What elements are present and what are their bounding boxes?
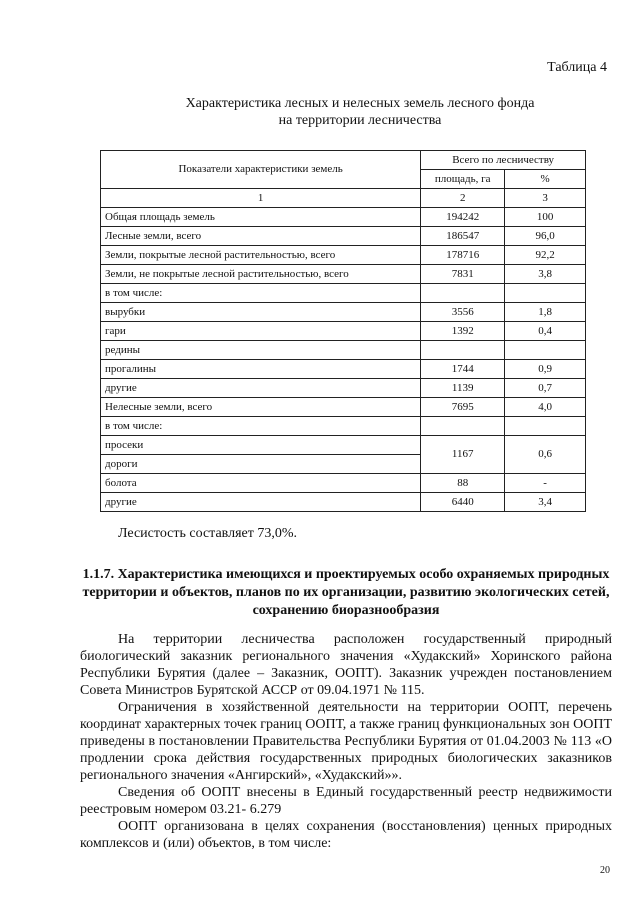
- row-percent: 92,2: [505, 246, 586, 265]
- paragraph: ООПТ организована в целях сохранения (восстановления) ценных природных комплексов и (или) объектов, в том числе:: [80, 819, 612, 851]
- table-row: [101, 227, 586, 246]
- row-label: Нелесные земли, всего: [101, 398, 421, 417]
- land-characteristics-table: [100, 150, 586, 512]
- row-label: болота: [101, 474, 421, 493]
- row-area: 88: [421, 474, 505, 493]
- table-header-row: [101, 151, 586, 170]
- row-label: другие: [101, 379, 421, 398]
- row-area: 194242: [421, 208, 505, 227]
- table-number: Таблица 4: [547, 60, 607, 75]
- row-label: прогалины: [101, 360, 421, 379]
- row-percent: 0,4: [505, 322, 586, 341]
- row-percent: 1,8: [505, 303, 586, 322]
- table-caption: [100, 95, 620, 129]
- table-caption-line2: на территории лесничества: [278, 113, 442, 128]
- table-row: [101, 493, 586, 512]
- body-text: [80, 631, 612, 852]
- row-percent: 100: [505, 208, 586, 227]
- row-label: другие: [101, 493, 421, 512]
- table-caption-line1: Характеристика лесных и нелесных земель лесного фонда: [185, 96, 535, 111]
- row-label: Земли, покрытые лесной растительностью, всего: [101, 246, 421, 265]
- paragraph: Ограничения в хозяйственной деятельности на территории ООПТ, перечень координат характерных точек границ ООПТ, а также границ функциональных зон ООПТ приведены в постановлении Правительства Республики Бурятия от 01.04.2003 № 113 «О продлении срока действия государственных природных биологических заказников регионального значения «Ангирский», «Худакский»».: [80, 700, 612, 783]
- row-area: 1139: [421, 379, 505, 398]
- column-number: 1: [101, 189, 421, 208]
- column-number: 3: [505, 189, 586, 208]
- row-label: Общая площадь земель: [101, 208, 421, 227]
- header-area: площадь, га: [421, 170, 505, 189]
- header-percent: %: [505, 170, 586, 189]
- row-percent-empty: [505, 417, 586, 436]
- row-area: 3556: [421, 303, 505, 322]
- row-label: редины: [101, 341, 421, 360]
- paragraph: На территории лесничества расположен государственный природный биологический заказник регионального значения «Худакский» Хоринского района Республики Бурятия (далее – Заказник, ООПТ). Заказник учрежден постановлением Совета Министров Бурятской АССР от 09.04.1971 № 115.: [80, 632, 612, 698]
- row-area: 6440: [421, 493, 505, 512]
- row-label: дороги: [101, 455, 421, 474]
- table-row: [101, 417, 586, 436]
- row-label: гари: [101, 322, 421, 341]
- table-column-numbers: [101, 189, 586, 208]
- forest-cover-text: Лесистость составляет 73,0%.: [118, 526, 298, 541]
- table-row: [101, 360, 586, 379]
- row-percent: 96,0: [505, 227, 586, 246]
- table-row: [101, 303, 586, 322]
- row-label: Земли, не покрытые лесной растительностью, всего: [101, 265, 421, 284]
- table-row: [101, 322, 586, 341]
- row-area: 186547: [421, 227, 505, 246]
- row-label: в том числе:: [101, 417, 421, 436]
- row-percent: 0,6: [505, 436, 586, 474]
- row-label: просеки: [101, 436, 421, 455]
- row-area: 1167: [421, 436, 505, 474]
- column-number: 2: [421, 189, 505, 208]
- row-area: 1392: [421, 322, 505, 341]
- table-row: [101, 436, 586, 455]
- row-percent-empty: [505, 341, 586, 360]
- table-row: [101, 208, 586, 227]
- table-row: [101, 265, 586, 284]
- row-area-empty: [421, 417, 505, 436]
- table-row: [101, 246, 586, 265]
- row-percent: -: [505, 474, 586, 493]
- row-percent-empty: [505, 284, 586, 303]
- page-number: 20: [600, 865, 610, 876]
- table-row: [101, 341, 586, 360]
- row-area: 178716: [421, 246, 505, 265]
- row-percent: 3,4: [505, 493, 586, 512]
- section-heading: 1.1.7. Характеристика имеющихся и проектируемых особо охраняемых природных территории и объектов, планов по их организации, развитию экологических сетей, сохранению биоразнообразия: [82, 567, 610, 618]
- table-row: [101, 284, 586, 303]
- table-row: [101, 398, 586, 417]
- paragraph: Сведения об ООПТ внесены в Единый государственный реестр недвижимости реестровым номером 03.21- 6.279: [80, 785, 612, 817]
- row-area-empty: [421, 284, 505, 303]
- row-area-empty: [421, 341, 505, 360]
- table-row: [101, 379, 586, 398]
- table-row: [101, 474, 586, 493]
- row-percent: 4,0: [505, 398, 586, 417]
- row-label: Лесные земли, всего: [101, 227, 421, 246]
- row-label: вырубки: [101, 303, 421, 322]
- row-percent: 0,7: [505, 379, 586, 398]
- header-indicators: Показатели характеристики земель: [101, 151, 421, 189]
- header-total: Всего по лесничеству: [421, 151, 586, 170]
- row-area: 7831: [421, 265, 505, 284]
- row-label: в том числе:: [101, 284, 421, 303]
- row-area: 7695: [421, 398, 505, 417]
- row-percent: 0,9: [505, 360, 586, 379]
- row-area: 1744: [421, 360, 505, 379]
- row-percent: 3,8: [505, 265, 586, 284]
